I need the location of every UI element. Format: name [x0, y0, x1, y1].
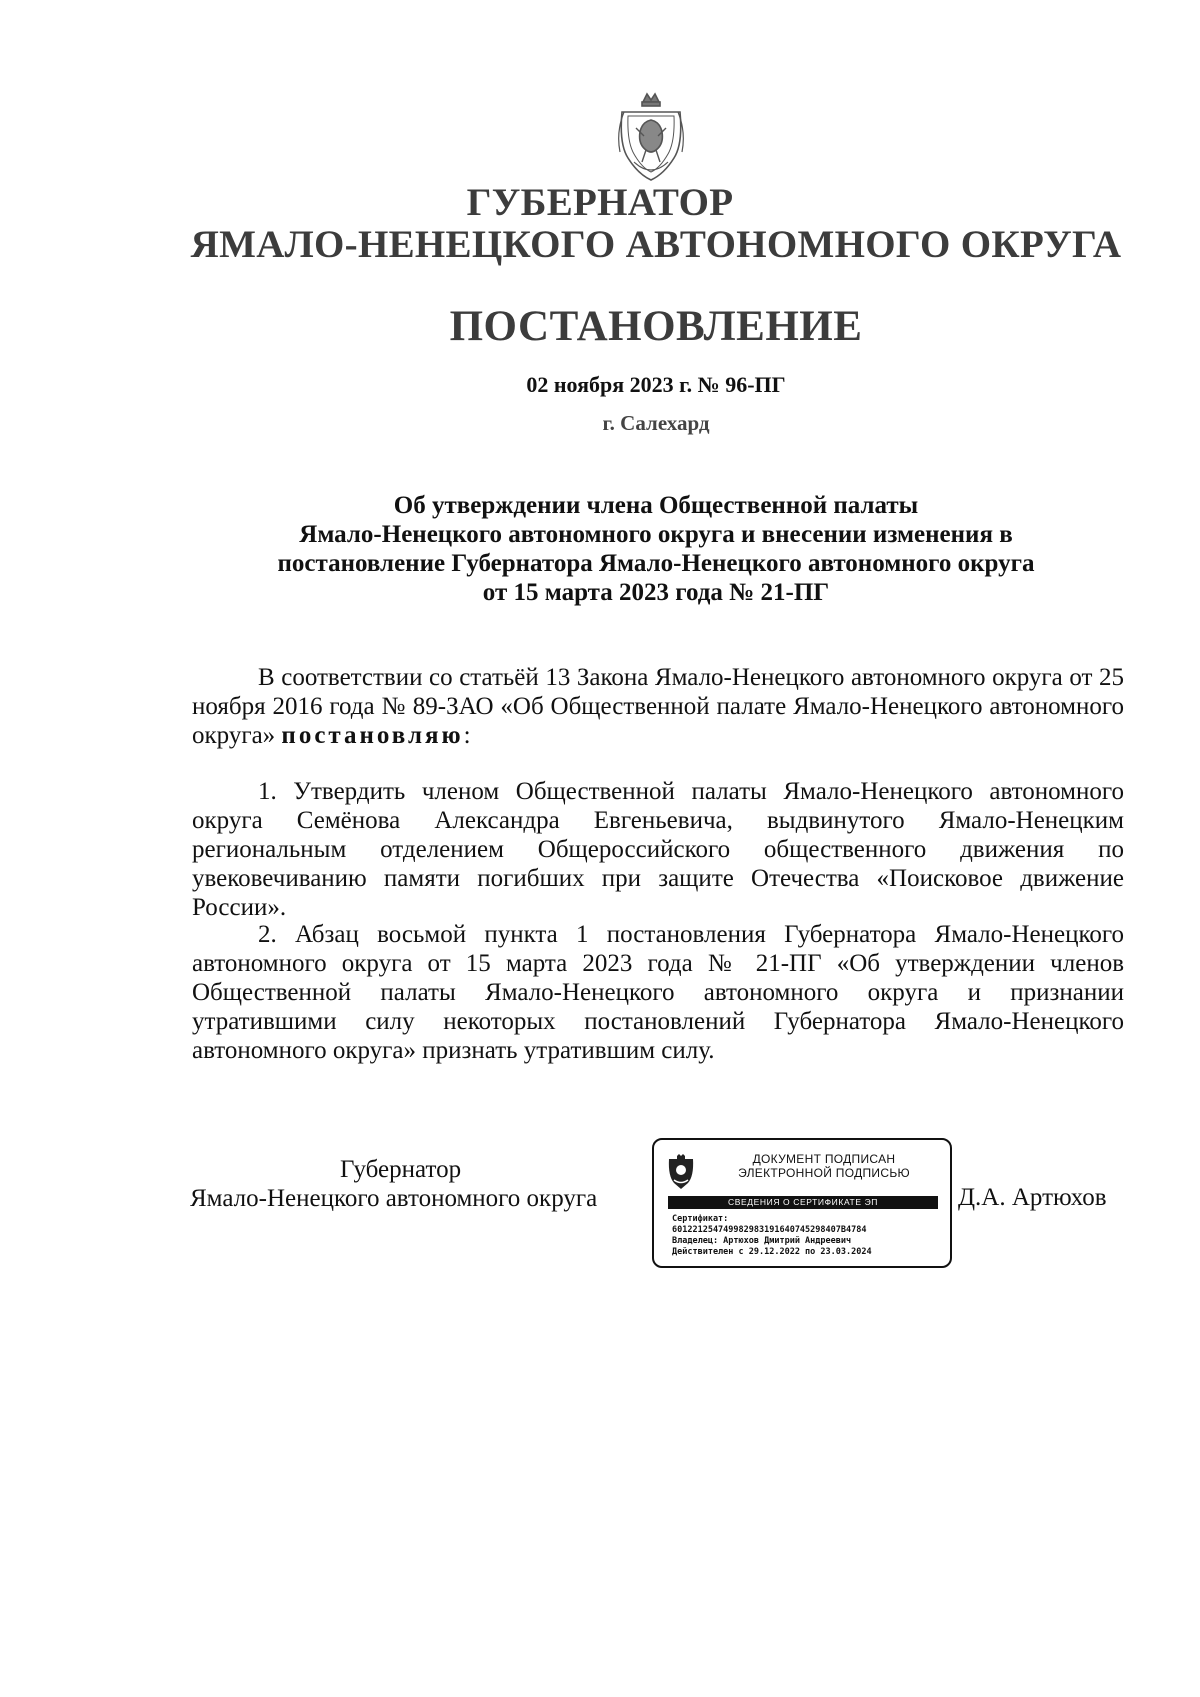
stamp-heading-line2: ЭЛЕКТРОННОЙ ПОДПИСЬЮ [738, 1166, 910, 1180]
item-1-paragraph [192, 777, 1124, 922]
document-title [192, 491, 1120, 607]
item-1-text: 1. Утвердить членом Общественной палаты Ямало-Ненецкого автономного округа Семёнова Александра Евгеньевича, выдвинутого Ямало-Ненецким региональным отделением Общероссийского общественного движения по увековечиванию памяти погибших при защите Отечества «Поисковое движение России». [192, 778, 1124, 921]
certificate-info-bar: СВЕДЕНИЯ О СЕРТИФИКАТЕ ЭП [668, 1196, 938, 1209]
certificate-details [672, 1214, 872, 1258]
preamble-text: В соответствии со статьёй 13 Закона Ямало-Ненецкого автономного округа от 25 ноября 2016 года № 89-ЗАО «Об Общественной палате Ямало-Ненецкого автономного округа» [192, 664, 1124, 749]
item-2-text: 2. Абзац восьмой пункта 1 постановления Губернатора Ямало-Ненецкого автономного округа от 15 марта 2023 года № 21-ПГ «Об утверждении членов Общественной палаты Ямало-Ненецкого автономного округа и признании утратившими силу некоторых постановлений Губернатора Ямало-Ненецкого автономного округа» признать утратившим силу. [192, 921, 1124, 1064]
document-date-number: 02 ноября 2023 г. № 96-ПГ [526, 372, 786, 397]
issuer-title: ГУБЕРНАТОР [466, 181, 734, 224]
certificate-validity: Действителен с 29.12.2022 по 23.03.2024 [672, 1247, 872, 1257]
item-2-paragraph [192, 920, 1124, 1065]
preamble-colon: : [463, 722, 471, 749]
electronic-signature-stamp [652, 1138, 952, 1268]
seal-icon [666, 1154, 696, 1190]
stamp-heading-line1: ДОКУМЕНТ ПОДПИСАН [752, 1152, 896, 1166]
decree-word: постановляю [281, 722, 464, 749]
certificate-number: 601221254749982983191640745298407B4784 [672, 1225, 867, 1235]
document-type: ПОСТАНОВЛЕНИЕ [449, 303, 863, 350]
signatory-name: Д.А. Артюхов [958, 1184, 1107, 1211]
signatory-position [190, 1155, 597, 1213]
certificate-label: Сертификат: [672, 1214, 729, 1224]
signatory-position-line1: Губернатор [340, 1156, 462, 1183]
issuer-region: ЯМАЛО-НЕНЕЦКОГО АВТОНОМНОГО ОКРУГА [190, 223, 1122, 266]
title-line: постановление Губернатора Ямало-Ненецкого автономного округа [277, 550, 1035, 577]
coat-of-arms-emblem [616, 92, 686, 184]
certificate-owner: Владелец: Артюхов Дмитрий Андреевич [672, 1236, 852, 1246]
preamble-paragraph [192, 663, 1124, 750]
title-line: от 15 марта 2023 года № 21-ПГ [482, 579, 830, 606]
signatory-position-line2: Ямало-Ненецкого автономного округа [190, 1185, 598, 1212]
stamp-heading [706, 1152, 942, 1180]
title-line: Ямало-Ненецкого автономного округа и внесении изменения в [299, 521, 1013, 548]
document-city: г. Салехард [602, 411, 710, 435]
title-line: Об утверждении члена Общественной палаты [393, 492, 919, 519]
